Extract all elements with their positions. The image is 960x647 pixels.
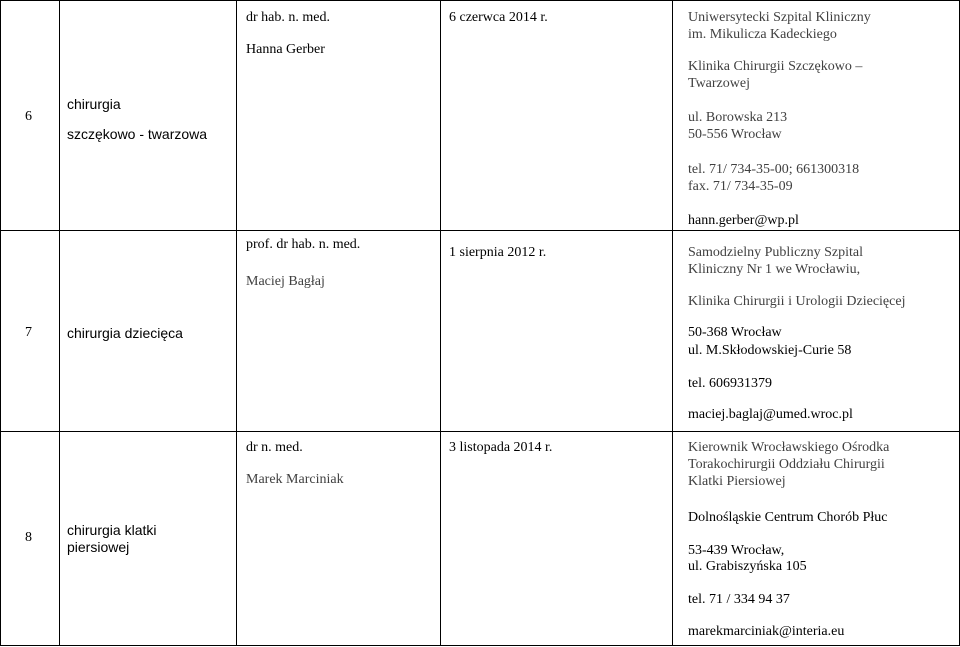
row-number: 8 [25, 530, 32, 545]
row-number: 7 [25, 325, 32, 340]
institution-line: tel. 71/ 734-35-00; 661300318 [688, 162, 860, 177]
appointment-date: 3 listopada 2014 r. [449, 440, 553, 455]
institution-line: ul. M.Skłodowskiej-Curie 58 [688, 343, 852, 358]
specialty-line: chirurgia [67, 96, 121, 112]
institution-line: Twarzowej [688, 76, 750, 91]
institution-line: ul. Grabiszyńska 105 [688, 559, 807, 574]
institution-line: Klinika Chirurgii Szczękowo – [688, 59, 863, 74]
institution-line: Dolnośląskie Centrum Chorób Płuc [688, 510, 888, 525]
row-divider [0, 0, 960, 1]
specialty-line: chirurgia klatki [67, 522, 157, 538]
row-divider [0, 645, 960, 646]
institution-line: Samodzielny Publiczny Szpital [688, 245, 863, 260]
email: maciej.baglaj@umed.wroc.pl [688, 407, 853, 422]
institution-line: im. Mikulicza Kadeckiego [688, 27, 837, 42]
doctor-title: prof. dr hab. n. med. [246, 237, 361, 252]
column-divider [0, 0, 1, 646]
institution-line: Kierownik Wrocławskiego Ośrodka [688, 440, 890, 455]
doctor-title: dr hab. n. med. [246, 10, 330, 25]
institution-line: Uniwersytecki Szpital Kliniczny [688, 10, 871, 25]
row-divider [0, 431, 960, 432]
institution-line: Klatki Piersiowej [688, 474, 786, 489]
institution-line: tel. 606931379 [688, 376, 772, 391]
institution-line: fax. 71/ 734-35-09 [688, 179, 793, 194]
doctor-title: dr n. med. [246, 440, 303, 455]
appointment-date: 6 czerwca 2014 r. [449, 10, 548, 25]
institution-line: 50-368 Wrocław [688, 325, 782, 340]
row-number: 6 [25, 109, 32, 124]
column-divider [59, 0, 60, 646]
row-divider [0, 230, 960, 231]
appointment-date: 1 sierpnia 2012 r. [449, 245, 547, 260]
email: marekmarciniak@interia.eu [688, 624, 845, 639]
institution-line: 53-439 Wrocław, [688, 543, 785, 558]
doctor-name: Hanna Gerber [246, 42, 325, 57]
institution-line: tel. 71 / 334 94 37 [688, 592, 790, 607]
specialty-line: chirurgia dziecięca [67, 325, 183, 341]
email: hann.gerber@wp.pl [688, 213, 799, 228]
doctor-name: Marek Marciniak [246, 472, 344, 487]
column-divider [440, 0, 441, 646]
column-divider [236, 0, 237, 646]
specialty-line: szczękowo - twarzowa [67, 126, 208, 142]
institution-line: Klinika Chirurgii i Urologii Dziecięcej [688, 294, 906, 309]
column-divider [672, 0, 673, 646]
institution-line: ul. Borowska 213 [688, 110, 788, 125]
institution-line: Kliniczny Nr 1 we Wrocławiu, [688, 262, 861, 277]
institution-line: Torakochirurgii Oddziału Chirurgii [688, 457, 885, 472]
specialty-line: piersiowej [67, 539, 130, 555]
doctor-name: Maciej Bagłaj [246, 274, 325, 289]
institution-line: 50-556 Wrocław [688, 127, 782, 142]
